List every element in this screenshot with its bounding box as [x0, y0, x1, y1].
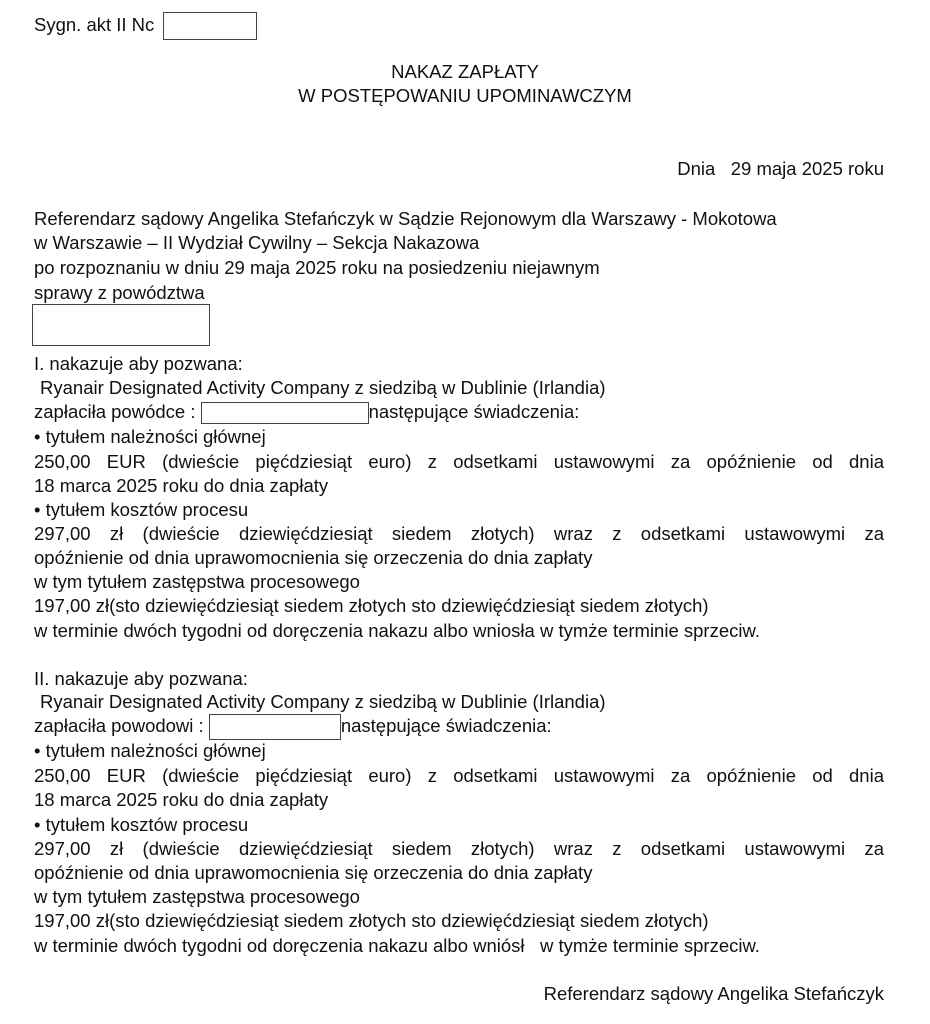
section2-deadline-b: w tymże terminie sprzeciw. — [539, 935, 760, 956]
section1-heading: I. nakazuje aby pozwana: — [34, 353, 243, 374]
issue-date — [34, 157, 884, 181]
section2-rep-amount: 197,00 zł(sto dziewięćdziesiąt siedem złotych sto dziewięćdziesiąt siedem złotych) — [34, 910, 709, 931]
section2-defendant: Ryanair Designated Activity Company z siedzibą w Dublinie (Irlandia) — [40, 691, 606, 712]
document-title: NAKAZ ZAPŁATY — [391, 61, 539, 82]
section1-costs: 297,00 zł (dwieście dziewięćdziesiąt siedem złotych) wraz z odsetkami ustawowymi za — [34, 523, 884, 544]
intro-line: sprawy z powództwa — [34, 282, 205, 303]
section1-defendant: Ryanair Designated Activity Company z siedzibą w Dublinie (Irlandia) — [40, 377, 606, 398]
section2-deadline-a: w terminie dwóch tygodni od doręczenia nakazu albo wniósł — [34, 935, 525, 956]
section1-main-amount-cont: 18 marca 2025 roku do dnia zapłaty — [34, 475, 329, 496]
section1-deadline: w terminie dwóch tygodni od doręczenia nakazu albo wniosła w tymże terminie sprzeciw. — [34, 620, 760, 641]
section1-pay-prefix: zapłaciła powódce : — [34, 401, 196, 422]
signature: Referendarz sądowy Angelika Stefańczyk — [543, 983, 884, 1004]
section1-bullet-costs: • tytułem kosztów procesu — [34, 499, 249, 520]
section1-pay-line — [34, 400, 884, 424]
case-signature-line — [34, 12, 884, 40]
case-label: Sygn. akt II Nc — [34, 13, 155, 35]
date-prefix: Dnia — [677, 158, 716, 179]
section2-pay-line — [34, 714, 884, 740]
section2-deadline — [34, 934, 884, 958]
section2-pay-prefix: zapłaciła powodowi : — [34, 715, 204, 736]
date-value: 29 maja 2025 roku — [730, 158, 884, 179]
section1-main-amount: 250,00 EUR (dwieście pięćdziesiąt euro) z odsetkami ustawowymi za opóźnienie od dnia — [34, 451, 884, 472]
section2-costs: 297,00 zł (dwieście dziewięćdziesiąt siedem złotych) wraz z odsetkami ustawowymi za — [34, 838, 884, 859]
intro-line: po rozpoznaniu w dniu 29 maja 2025 roku na posiedzeniu niejawnym — [34, 257, 600, 278]
section2-heading: II. nakazuje aby pozwana: — [34, 668, 248, 689]
section2-bullet-costs: • tytułem kosztów procesu — [34, 814, 249, 835]
section2-main-amount: 250,00 EUR (dwieście pięćdziesiąt euro) z odsetkami ustawowymi za opóźnienie od dnia — [34, 765, 884, 786]
section2-pay-suffix: następujące świadczenia: — [340, 715, 552, 736]
section2-plaintiff-field[interactable] — [209, 714, 341, 740]
section2-main-amount-cont: 18 marca 2025 roku do dnia zapłaty — [34, 789, 329, 810]
plaintiff-field[interactable] — [32, 304, 210, 346]
section2-bullet-main: • tytułem należności głównej — [34, 740, 266, 761]
section1-plaintiff-field[interactable] — [201, 402, 369, 424]
section1-bullet-main: • tytułem należności głównej — [34, 426, 266, 447]
section1-costs-cont: opóźnienie od dnia uprawomocnienia się orzeczenia do dnia zapłaty — [34, 547, 593, 568]
document-subtitle: W POSTĘPOWANIU UPOMINAWCZYM — [298, 85, 632, 106]
intro-line: Referendarz sądowy Angelika Stefańczyk w Sądzie Rejonowym dla Warszawy - Mokotowa — [34, 208, 777, 229]
section1-rep-amount: 197,00 zł(sto dziewięćdziesiąt siedem złotych sto dziewięćdziesiąt siedem złotych) — [34, 595, 709, 616]
section2-costs-cont: opóźnienie od dnia uprawomocnienia się orzeczenia do dnia zapłaty — [34, 862, 593, 883]
section1-pay-suffix: następujące świadczenia: — [368, 401, 580, 422]
section2-representation: w tym tytułem zastępstwa procesowego — [34, 886, 360, 907]
intro-line: w Warszawie – II Wydział Cywilny – Sekcja Nakazowa — [34, 232, 480, 253]
case-number-field[interactable] — [163, 12, 257, 40]
section1-representation: w tym tytułem zastępstwa procesowego — [34, 571, 360, 592]
